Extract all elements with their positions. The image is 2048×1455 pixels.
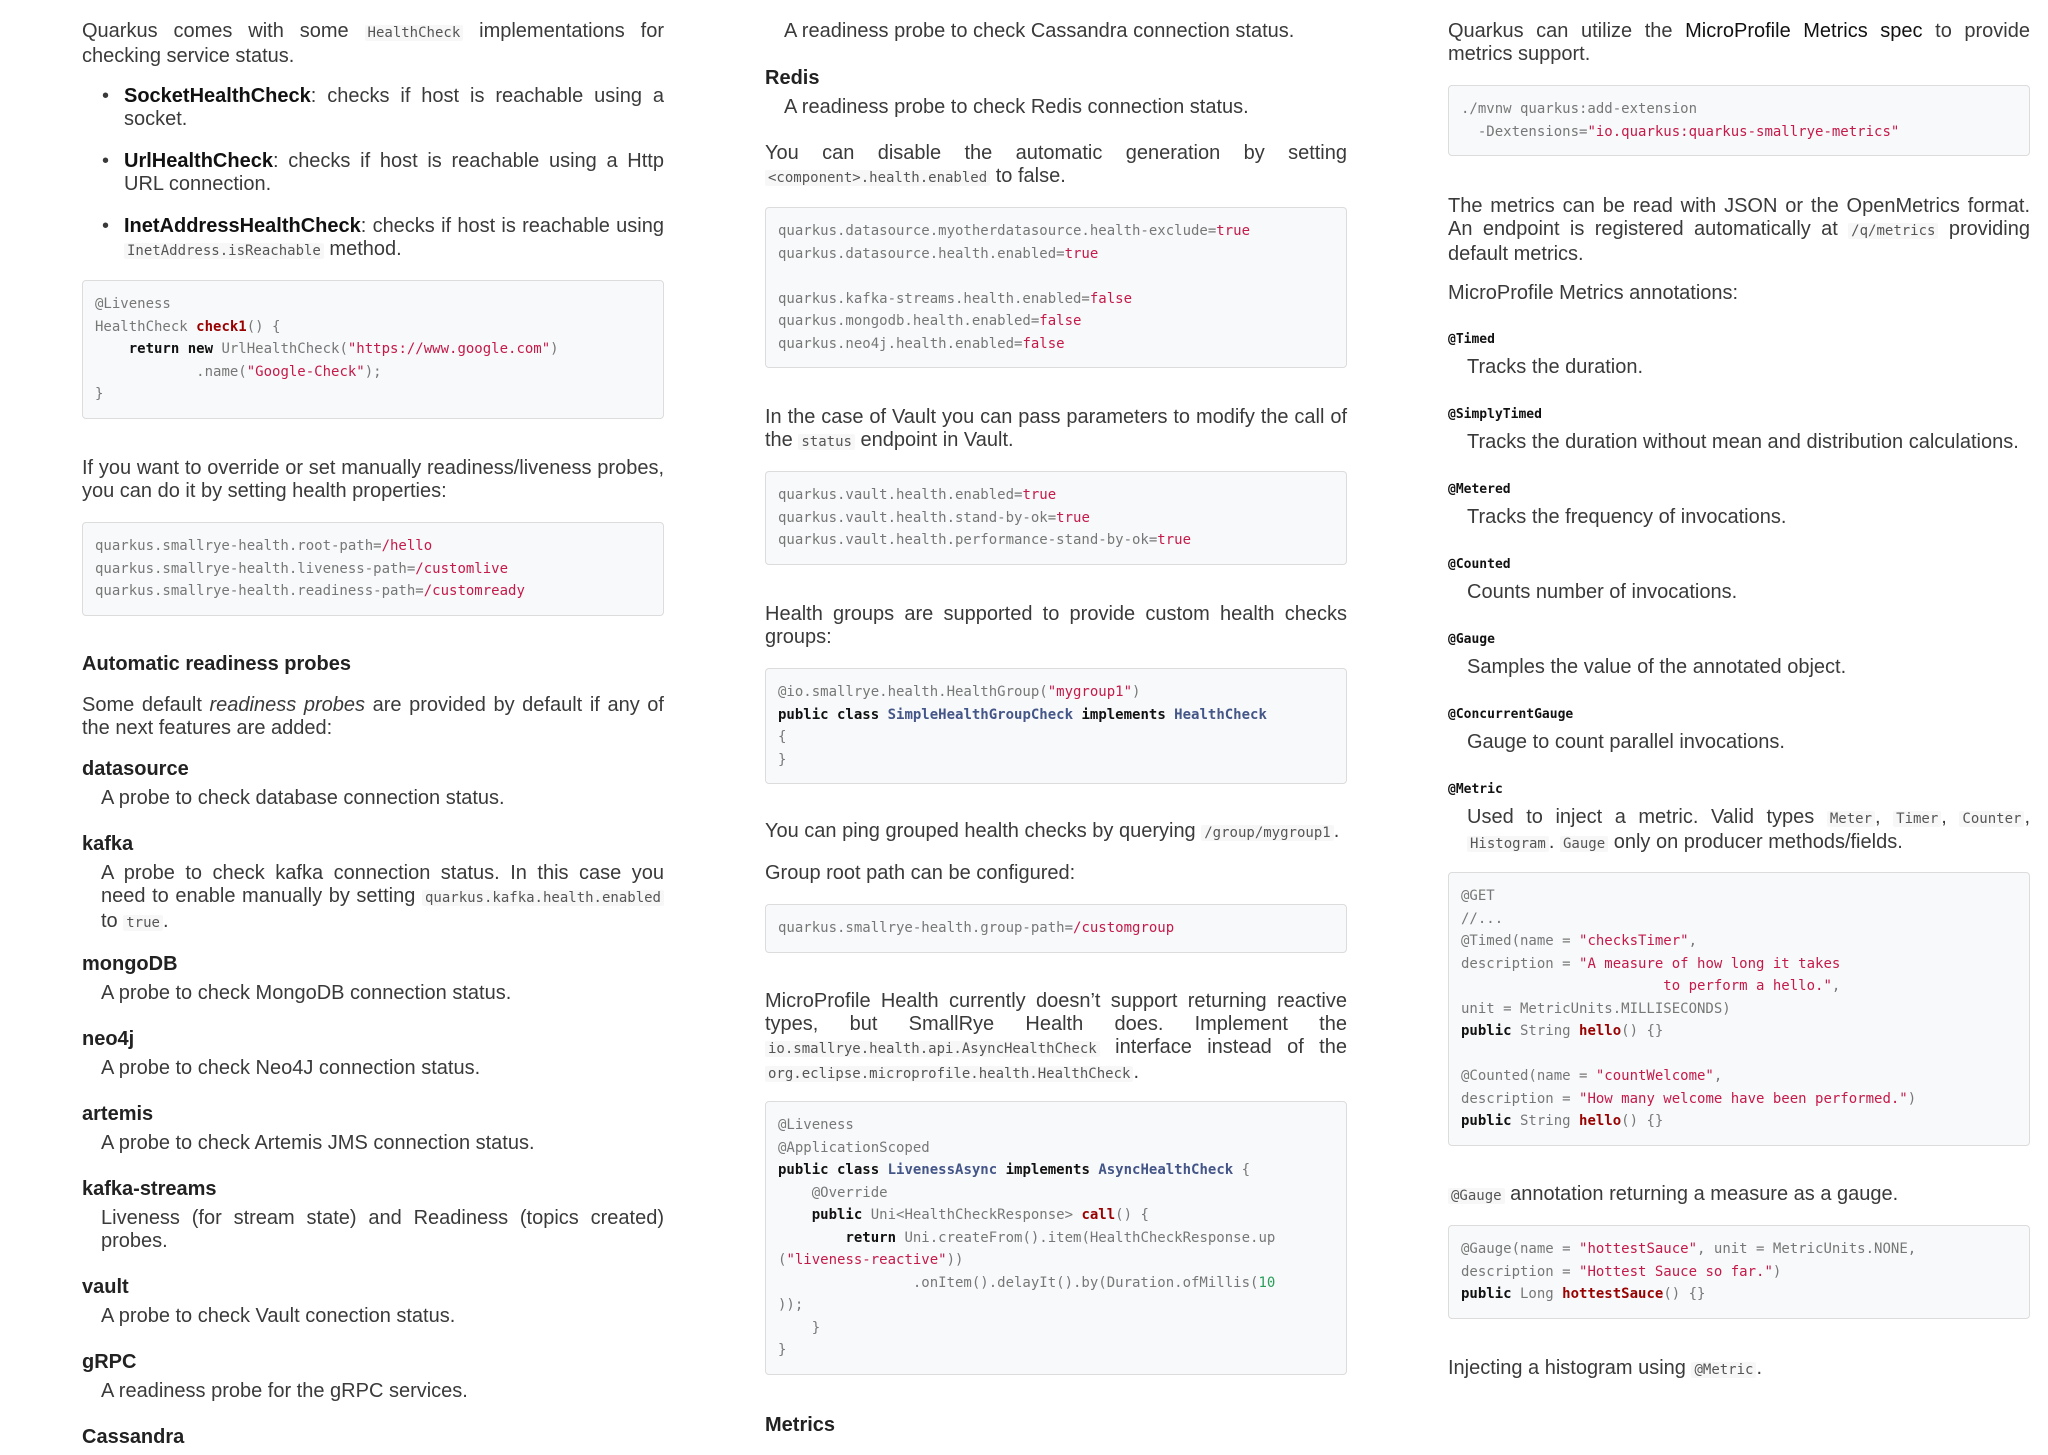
code-block-gauge[interactable]: @Gauge(name = "hottestSauce", unit = MetricUnits.NONE, description = "Hottest Sauce so far.") public Long hottestSauce() {} [1448, 1225, 2030, 1319]
cassandra-description: A readiness probe to check Cassandra connection status. [784, 20, 1295, 42]
annotation-entry: @SimplyTimed Tracks the duration without mean and distribution calculations. [1448, 407, 2019, 453]
probe-entry: Cassandra [82, 1426, 185, 1448]
metrics-spec-link[interactable]: MicroProfile Metrics spec [1685, 20, 1923, 42]
metrics-intro-paragraph: Quarkus can utilize the MicroProfile Metrics spec to provide metrics support. [1448, 20, 2030, 65]
list-item: • UrlHealthCheck: checks if host is reachable using a Http URL connection. [124, 150, 664, 196]
probe-entry: kafka A probe to check kafka connection status. In this case you need to enable manually by setting quarkus.kafka.health.enabled to true . [82, 833, 664, 932]
probe-entry: kafka-streams Liveness (for stream state) and Readiness (topics created) probes. [82, 1178, 664, 1252]
reactive-paragraph: MicroProfile Health currently doesn’t support returning reactive types, but SmallRye Health does. Implement the io.smallrye.health.api.AsyncHealthCheck interface instead of the org.eclipse.microprofile.health.HealthCheck . [765, 990, 1347, 1083]
code-block-health-group[interactable]: @io.smallrye.health.HealthGroup("mygroup1") public class SimpleHealthGroupCheck implements HealthCheck { } [765, 668, 1347, 784]
probe-entry: neo4j A probe to check Neo4J connection status. [82, 1028, 481, 1079]
probe-entry: mongoDB A probe to check MongoDB connection status. [82, 953, 512, 1004]
probe-entry: vault A probe to check Vault conection status. [82, 1276, 456, 1327]
code-block-vault[interactable]: quarkus.vault.health.enabled=true quarkus.vault.health.stand-by-ok=true quarkus.vault.health.performance-stand-by-ok=true [765, 471, 1347, 565]
list-item: • InetAddressHealthCheck: checks if host is reachable using InetAddress.isReachable method. [124, 215, 664, 263]
probe-entry: Redis A readiness probe to check Redis connection status. [765, 67, 1249, 118]
list-item: • SocketHealthCheck: checks if host is reachable using a socket. [124, 85, 664, 131]
ping-paragraph: You can ping grouped health checks by querying /group/mygroup1 . [765, 820, 1340, 842]
inline-code: HealthCheck [365, 25, 464, 41]
auto-probes-paragraph: Some default readiness probes are provided by default if any of the next features are added: [82, 694, 664, 739]
root-path-paragraph: Group root path can be configured: [765, 862, 1076, 884]
code-block-timed-counted[interactable]: @GET //... @Timed(name = "checksTimer", description = "A measure of how long it takes to perform a hello.", unit = MetricUnits.MILLISECONDS) public String hello() {} @Counted(name = "countWelcome", description = "How many welcome have been performed.") public String hello() {} [1448, 872, 2030, 1146]
annotation-entry-metric: @Metric Used to inject a metric. Valid types Meter , Timer , Counter , Histogram . Gauge only on producer methods/fields. [1448, 782, 2030, 853]
annotations-label: MicroProfile Metrics annotations: [1448, 282, 1739, 304]
annotation-entry: @Timed Tracks the duration. [1448, 332, 1644, 378]
code-block-async-health[interactable]: @Liveness @ApplicationScoped public class LivenessAsync implements AsyncHealthCheck { @Override public Uni<HealthCheckResponse> call() { return Uni.createFrom().item(HealthCheckResponse.up ("liveness-reactive")) .onItem().delayIt().by(Duration.ofMillis(10 )); } } [765, 1101, 1347, 1375]
code-block-health-paths[interactable]: quarkus.smallrye-health.root-path=/hello quarkus.smallrye-health.liveness-path=/customlive quarkus.smallrye-health.readiness-path=/customready [82, 522, 664, 616]
code-block-add-extension[interactable]: ./mvnw quarkus:add-extension -Dextensions="io.quarkus:quarkus-smallrye-metrics" [1448, 85, 2030, 156]
annotation-entry: @Metered Tracks the frequency of invocations. [1448, 482, 1787, 528]
probe-entry: datasource A probe to check database connection status. [82, 758, 505, 809]
annotation-entry: @Counted Counts number of invocations. [1448, 557, 1738, 603]
vault-paragraph: In the case of Vault you can pass parameters to modify the call of the status endpoint in Vault. [765, 406, 1347, 451]
gauge-paragraph: @Gauge annotation returning a measure as a gauge. [1448, 1183, 2030, 1208]
probe-entry: gRPC A readiness probe for the gRPC services. [82, 1351, 468, 1402]
metrics-format-paragraph: The metrics can be read with JSON or the OpenMetrics format. An endpoint is registered automatically at /q/metrics providing default metrics. [1448, 195, 2030, 265]
code-block-health-enabled[interactable]: quarkus.datasource.myotherdatasource.health-exclude=true quarkus.datasource.health.enabled=true quarkus.kafka-streams.health.enabled=false quarkus.mongodb.health.enabled=false quarkus.neo4j.health.enabled=false [765, 207, 1347, 368]
code-block-group-path[interactable]: quarkus.smallrye-health.group-path=/customgroup [765, 904, 1347, 953]
probe-entry: artemis A probe to check Artemis JMS connection status. [82, 1103, 535, 1154]
annotation-entry: @ConcurrentGauge Gauge to count parallel invocations. [1448, 707, 1785, 753]
section-heading-automatic-readiness: Automatic readiness probes [82, 653, 351, 675]
annotation-entry: @Gauge Samples the value of the annotated object. [1448, 632, 1847, 678]
section-heading-metrics: Metrics [765, 1414, 836, 1436]
groups-paragraph: Health groups are supported to provide custom health checks groups: [765, 603, 1347, 648]
code-block-liveness[interactable]: @Liveness HealthCheck check1() { return new UrlHealthCheck("https://www.google.com") .name("Google-Check"); } [82, 280, 664, 419]
intro-paragraph: Quarkus comes with some HealthCheck implementations for checking service status. [82, 20, 664, 67]
histogram-paragraph: Injecting a histogram using @Metric . [1448, 1357, 1763, 1379]
disable-paragraph: You can disable the automatic generation by setting <component>.health.enabled to false. [765, 142, 1347, 187]
override-paragraph: If you want to override or set manually readiness/liveness probes, you can do it by setting health properties: [82, 457, 664, 502]
